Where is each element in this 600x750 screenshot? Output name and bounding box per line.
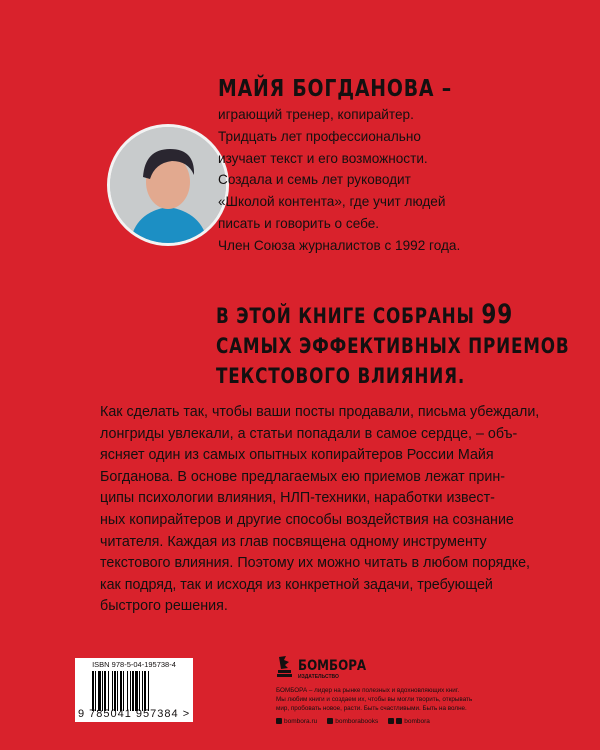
publisher-socials: [276, 718, 472, 725]
description-line: Как сделать так, чтобы ваши посты продавали, письма убеждали,: [100, 404, 540, 420]
headline-line: САМЫХ ЭФФЕКТИВНЫХ ПРИЕМОВ: [216, 334, 570, 358]
bio-line: Создала и семь лет руководит: [218, 172, 411, 188]
description-line: ципы психологии влияния, НЛП-техники, наработки извест-: [100, 490, 495, 507]
globe-icon: [276, 718, 282, 724]
author-photo: [107, 124, 229, 246]
bio-line: Член Союза журналистов с 1992 года.: [218, 237, 461, 253]
publisher-subtitle: ИЗДАТЕЛЬСТВО: [298, 674, 339, 680]
social-label: bombora.ru: [284, 718, 318, 725]
headline-number: 99: [481, 299, 514, 330]
description-line: текстового влияния. Поэтому их можно читать в любом порядке,: [100, 555, 531, 572]
social-vk[interactable]: [327, 718, 378, 725]
description: [100, 402, 539, 618]
publisher-text-line: мир, пробовать новое, расти. Быть счастливыми. Быть на волне.: [276, 705, 467, 712]
description-line: читателя. Каждая из глав посвящена одному инструменту: [100, 533, 487, 550]
social-label: bombora: [404, 718, 430, 725]
publisher-text: [276, 686, 472, 713]
description-line: ясняет один из самых опытных копирайтеров России Майя: [100, 447, 494, 464]
telegram-icon: [396, 718, 402, 724]
description-line: как подряд, так и исходя из конкретной задачи, требующей: [100, 576, 493, 593]
headline: [216, 300, 569, 391]
author-name: МАЙЯ БОГДАНОВА –: [218, 76, 452, 102]
description-line: ных копирайтеров и другие способы воздействия на сознание: [100, 511, 514, 528]
barcode-bar: [149, 671, 150, 711]
isbn-number: ISBN 978-5-04-195738-4: [92, 660, 176, 669]
publisher-text-line: БОМБОРА – лидер на рынке полезных и вдохновляющих книг.: [276, 687, 460, 694]
social-website[interactable]: [276, 718, 317, 725]
description-line: лонгриды увлекали, а статьи попадали в самое сердце, – объ-: [100, 425, 518, 442]
bio-line: играющий тренер, копирайтер.: [218, 107, 414, 122]
publisher-name: БОМБОРА: [298, 658, 367, 674]
bio-line: изучает текст и его возможности.: [218, 150, 428, 166]
bio-line: Тридцать лет профессионально: [218, 128, 421, 144]
description-line: Богданова. В основе предлагаемых ею приемов лежат прин-: [100, 468, 505, 485]
headline-line: ТЕКСТОВОГО ВЛИЯНИЯ.: [216, 364, 466, 388]
barcode-digits: 9 785041 957384 >: [78, 708, 191, 720]
headline-line: В ЭТОЙ КНИГЕ СОБРАНЫ: [216, 304, 475, 328]
publisher-text-line: Мы любим книги и создаем их, чтобы вы могли творить, открывать: [276, 696, 473, 703]
publisher-block: [276, 655, 472, 725]
plus-icon: [388, 718, 394, 724]
social-label: bomborabooks: [335, 718, 379, 725]
vk-icon: [327, 718, 333, 724]
isbn-barcode: [75, 658, 193, 722]
bio-line: писать и говорить о себе.: [218, 215, 380, 231]
barcode-bars: [92, 671, 180, 711]
bombora-logo-icon: [276, 655, 294, 677]
bio-line: «Школой контента», где учит людей: [218, 194, 446, 210]
author-bio: [218, 104, 460, 257]
social-telegram[interactable]: [388, 718, 430, 725]
description-line: быстрого решения.: [100, 598, 228, 615]
